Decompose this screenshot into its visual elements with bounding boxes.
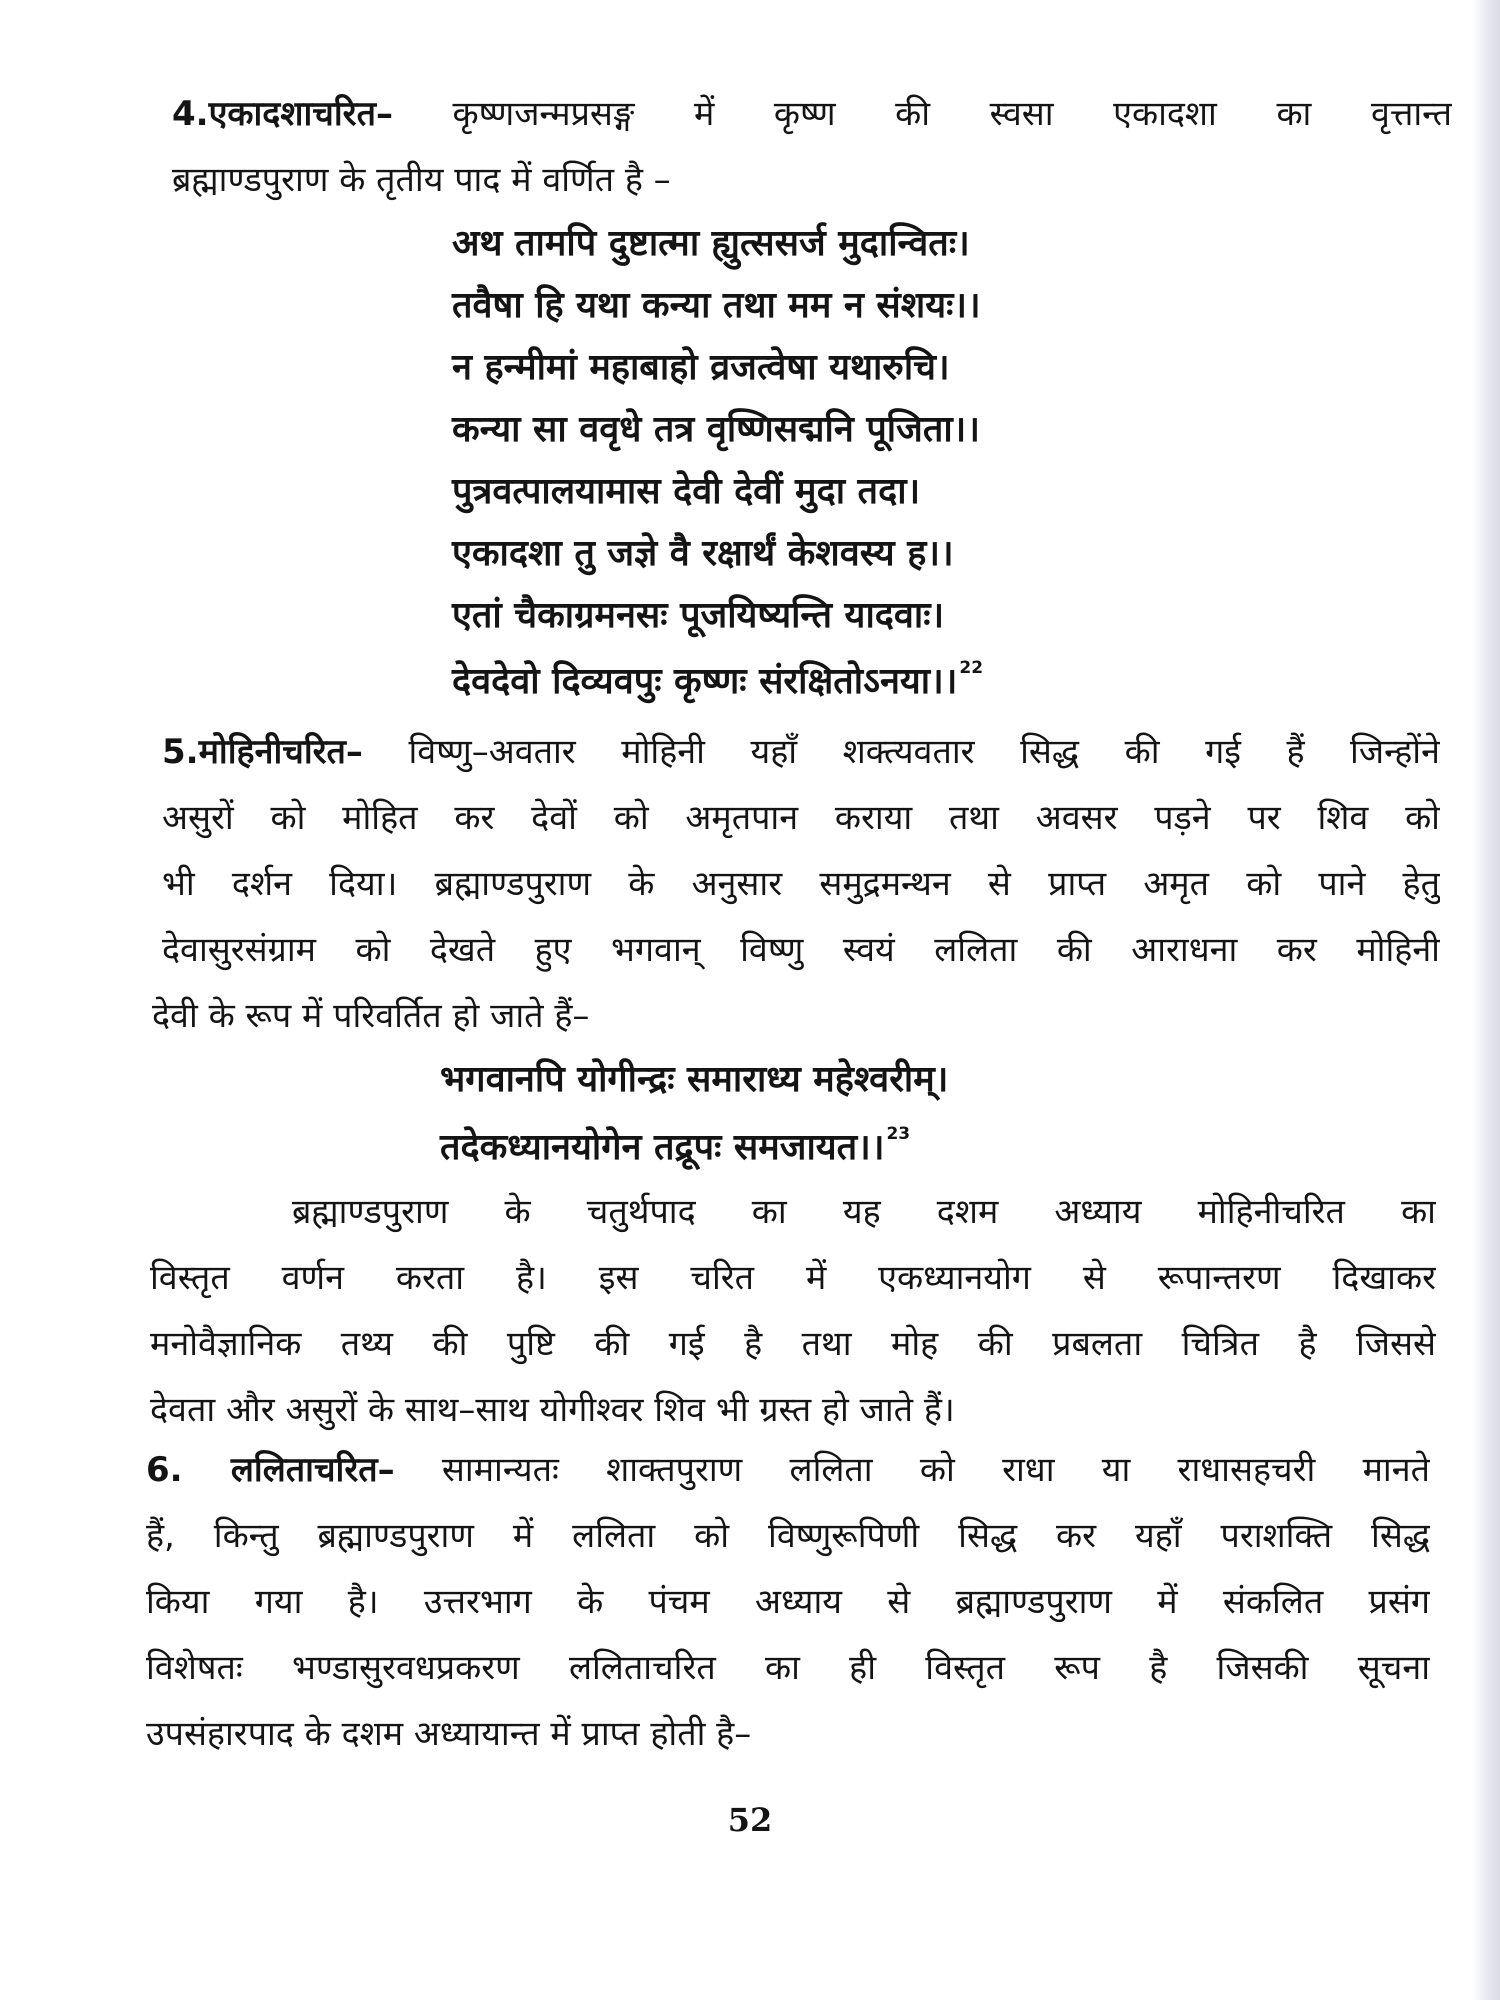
verse-line: कन्या सा ववृधे तत्र वृष्णिसद्मनि पूजिता।। <box>452 409 980 450</box>
section6-line: उपसंहारपाद के दशम अध्यायान्त में प्राप्त होती है– <box>146 1714 752 1754</box>
section5-line: देवी के रूप में परिवर्तित हो जाते हैं– <box>152 996 590 1036</box>
footnote-marker: 22 <box>959 658 984 678</box>
section6-line: हैं, किन्तु ब्रह्माण्डपुराण में ललिता को विष्णुरूपिणी सिद्ध कर यहाँ पराशक्ति सिद्ध <box>146 1516 1430 1556</box>
section5-para-line: देवता और असुरों के साथ–साथ योगीश्वर शिव भी ग्रस्त हो जाते हैं। <box>150 1390 955 1430</box>
verse-line: अथ तामपि दुष्टात्मा ह्युत्ससर्ज मुदान्वितः। <box>452 223 970 264</box>
section5-line: भी दर्शन दिया। ब्रह्माण्डपुराण के अनुसार समुद्रमन्थन से प्राप्त अमृत को पाने हेतु <box>162 864 1440 904</box>
verse-line: पुत्रवत्पालयामास देवी देवीं मुदा तदा। <box>452 471 921 512</box>
section5-line: असुरों को मोहित कर देवों को अमृतपान कराया तथा अवसर पड़ने पर शिव को <box>162 798 1440 838</box>
section6-line1-text: सामान्यतः शाक्तपुराण ललिता को राधा या राधासहचरी मानते <box>394 1450 1430 1490</box>
section4-heading: 4.एकादशाचरित– <box>172 94 393 134</box>
section6-line: किया गया है। उत्तरभाग के पंचम अध्याय से ब्रह्माण्डपुराण में संकलित प्रसंग <box>146 1582 1430 1622</box>
section5-para-line: विस्तृत वर्णन करता है। इस चरित में एकध्यानयोग से रूपान्तरण दिखाकर <box>150 1258 1436 1298</box>
section5-heading: 5.मोहिनीचरित– <box>162 732 363 772</box>
page-number: 52 <box>727 1801 773 1839</box>
verse-line: एतां चैकाग्रमनसः पूजयिष्यन्ति यादवाः। <box>452 595 945 636</box>
section5-line1 <box>162 730 1440 774</box>
verse-line: तवैषा हि यथा कन्या तथा मम न संशयः।। <box>452 285 981 326</box>
section5-para-line: मनोवैज्ञानिक तथ्य की पुष्टि की गई है तथा मोह की प्रबलता चित्रित है जिससे <box>150 1324 1436 1364</box>
verse-text: देवदेवो दिव्यवपुः कृष्णः संरक्षितोऽनया।। <box>452 661 958 702</box>
footnote-marker: 23 <box>886 1124 911 1144</box>
section4-line1-text: कृष्णजन्मप्रसङ्ग में कृष्ण की स्वसा एकादशा का वृत्तान्त <box>392 94 1452 134</box>
section4-line1 <box>172 92 1452 136</box>
section4-line2: ब्रह्माण्डपुराण के तृतीय पाद में वर्णित है – <box>172 160 671 200</box>
verse-line-with-footnote <box>452 660 983 704</box>
page-edge-shadow <box>1472 0 1500 2000</box>
verse-line: न हन्मीमां महाबाहो व्रजत्वेषा यथारुचि। <box>452 347 950 388</box>
section5-line1-text: विष्णु–अवतार मोहिनी यहाँ शक्त्यवतार सिद्ध की गई हैं जिन्होंने <box>362 732 1440 772</box>
verse-line: एकादशा तु जज्ञे वै रक्षार्थं केशवस्य ह।। <box>452 533 954 574</box>
section5-line: देवासुरसंग्राम को देखते हुए भगवान् विष्णु स्वयं ललिता की आराधना कर मोहिनी <box>162 930 1440 970</box>
section5-para-line: ब्रह्माण्डपुराण के चतुर्थपाद का यह दशम अध्याय मोहिनीचरित का <box>292 1192 1436 1232</box>
verse-line-with-footnote <box>440 1126 910 1170</box>
section6-line1 <box>146 1448 1430 1492</box>
section6-heading: 6. ललिताचरित– <box>146 1450 395 1490</box>
section6-line: विशेषतः भण्डासुरवधप्रकरण ललिताचरित का ही विस्तृत रूप है जिसकी सूचना <box>146 1648 1430 1688</box>
verse-text: तदेकध्यानयोगेन तद्रूपः समजायत।। <box>440 1127 885 1168</box>
verse-line: भगवानपि योगीन्द्रः समाराध्य महेश्वरीम्। <box>440 1059 949 1100</box>
